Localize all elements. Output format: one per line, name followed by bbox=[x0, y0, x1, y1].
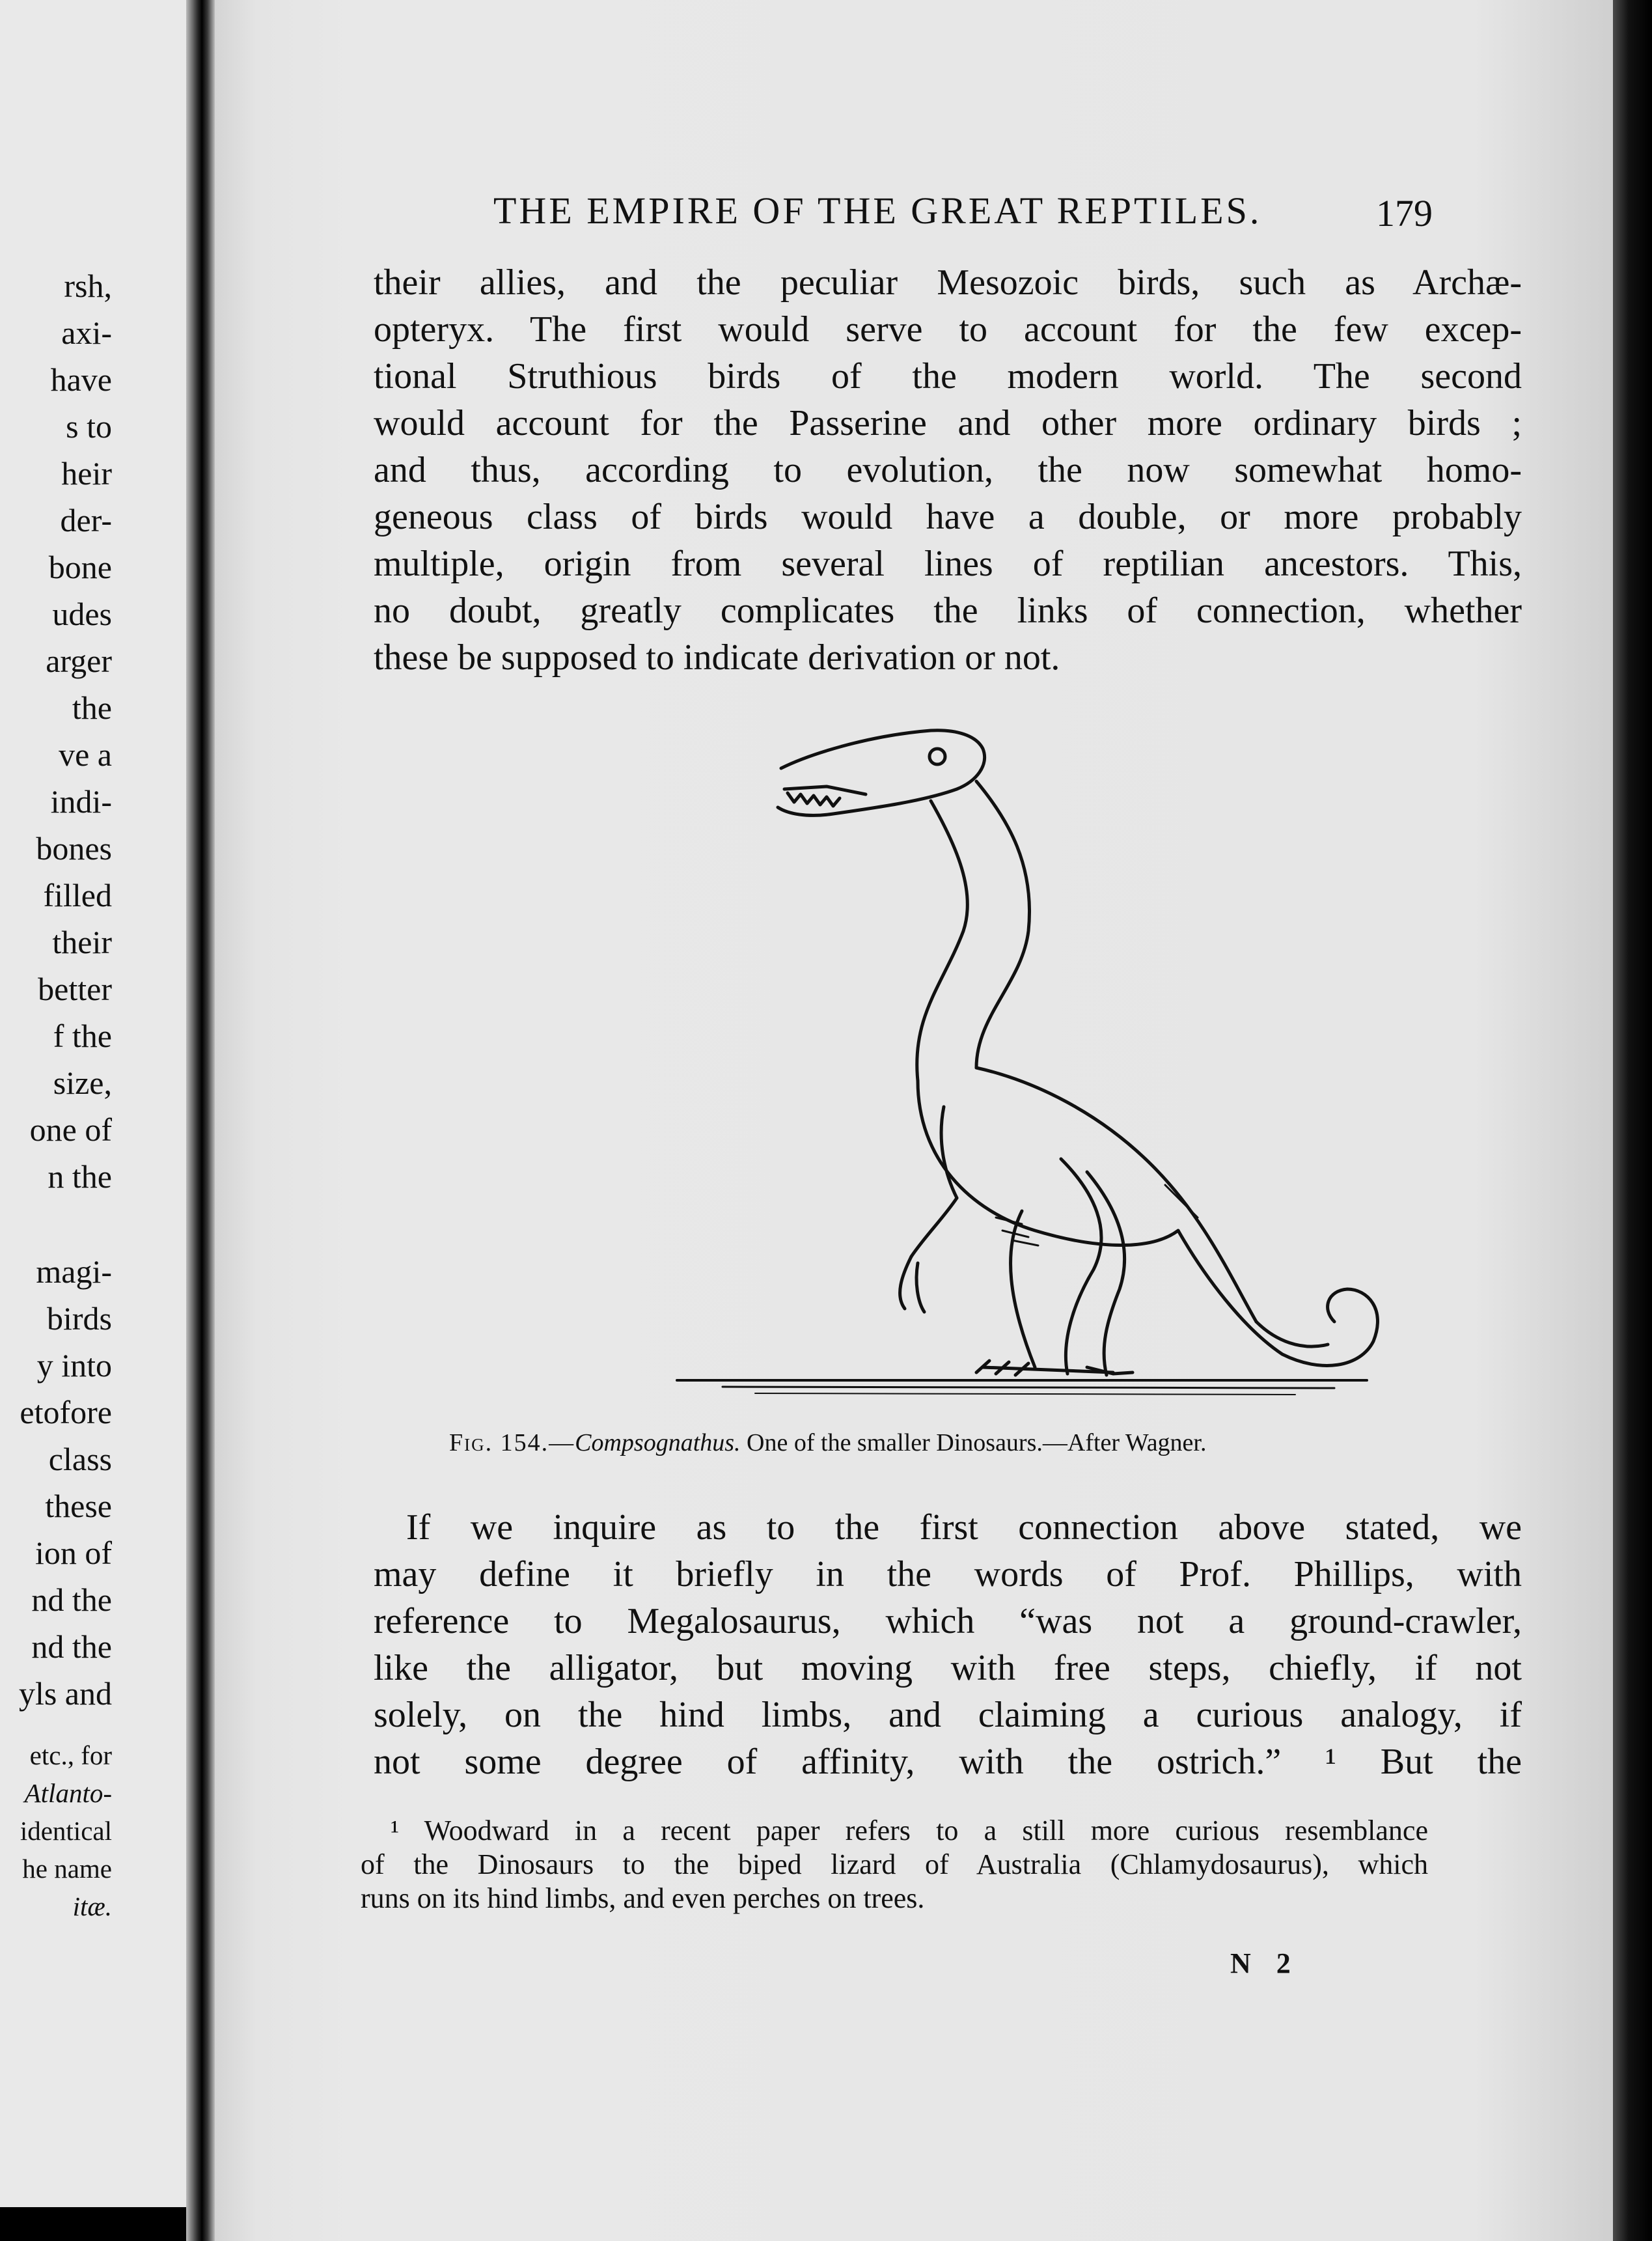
paragraph-line: would account for the Passerine and other more ordinary birds ; bbox=[374, 403, 1522, 443]
signature-mark: N 2 bbox=[1230, 1947, 1300, 1979]
page-edge-shadow bbox=[1613, 0, 1652, 2241]
page-number: 179 bbox=[1376, 192, 1433, 234]
left-page-line: ve a bbox=[59, 736, 112, 773]
left-page-footnote-line: etc., for bbox=[29, 1740, 112, 1770]
footnote-line: ¹ Woodward in a recent paper refers to a still more curious resemblance bbox=[391, 1815, 1428, 1846]
left-page-footnote-line: Atlanto- bbox=[24, 1778, 112, 1808]
footnote-line: runs on its hind limbs, and even perches on trees. bbox=[361, 1882, 925, 1914]
left-page-line: these bbox=[45, 1488, 112, 1524]
left-page-line: etofore bbox=[20, 1394, 112, 1430]
paragraph-line: solely, on the hind limbs, and claiming a curious analogy, if bbox=[374, 1695, 1522, 1735]
left-page-line: size, bbox=[53, 1065, 112, 1101]
left-page-line: class bbox=[48, 1441, 112, 1477]
left-page-line: nd the bbox=[31, 1628, 112, 1665]
left-page-line: yls and bbox=[18, 1675, 112, 1712]
paragraph-line: may define it briefly in the words of Prof. Phillips, with bbox=[374, 1554, 1522, 1594]
left-page-line: axi- bbox=[61, 314, 112, 351]
left-page-line: n the bbox=[48, 1158, 112, 1195]
left-page-line: one of bbox=[29, 1111, 112, 1148]
compsognathus-figure bbox=[527, 716, 1504, 1419]
previous-page-strip bbox=[0, 0, 195, 2207]
footnote-line: of the Dinosaurs to the biped lizard of Australia (Chlamydosaurus), which bbox=[361, 1848, 1428, 1880]
page bbox=[215, 0, 1613, 2241]
left-page-line: bone bbox=[48, 549, 112, 585]
paragraph-line bbox=[374, 264, 1522, 301]
figure-caption bbox=[449, 1428, 1206, 1457]
left-page-line: have bbox=[50, 361, 112, 398]
left-page-line: the bbox=[72, 689, 112, 726]
left-page-line: filled bbox=[43, 877, 112, 913]
left-page-line: f the bbox=[53, 1018, 112, 1054]
running-head: THE EMPIRE OF THE GREAT REPTILES. bbox=[493, 189, 1262, 232]
left-page-line: heir bbox=[61, 455, 112, 492]
paragraph-line: no doubt, greatly complicates the links of connection, whether bbox=[374, 591, 1522, 631]
left-page-line: nd the bbox=[31, 1581, 112, 1618]
paragraph-line: opteryx. The first would serve to account for the few excep- bbox=[374, 309, 1522, 350]
left-page-line: birds bbox=[47, 1300, 112, 1337]
left-page-line: s to bbox=[66, 408, 112, 445]
left-page-line: indi- bbox=[50, 783, 112, 820]
paragraph-line: not some degree of affinity, with the ostrich.” ¹ But the bbox=[374, 1742, 1522, 1782]
left-page-footnote-line: he name bbox=[22, 1854, 112, 1884]
paragraph-line: reference to Megalosaurus, which “was not a ground-crawler, bbox=[374, 1601, 1522, 1641]
paragraph-line: these be supposed to indicate derivation or not. bbox=[374, 637, 1060, 678]
dinosaur-illustration bbox=[527, 716, 1504, 1419]
left-page-line: better bbox=[38, 971, 112, 1007]
left-page-line: y into bbox=[36, 1347, 112, 1384]
left-page-line: ion of bbox=[34, 1535, 112, 1571]
paragraph-line: and thus, according to evolution, the now somewhat homo- bbox=[374, 450, 1522, 490]
paragraph-line-text: their allies, and the peculiar Mesozoic birds, such as Archæ- bbox=[374, 262, 1522, 303]
paragraph-line: tional Struthious birds of the modern world. The second bbox=[374, 356, 1522, 397]
left-page-line: arger bbox=[46, 643, 112, 679]
left-page-line: rsh, bbox=[64, 268, 112, 304]
left-page-footnote-line: itæ. bbox=[72, 1891, 112, 1921]
figure-caption-text: One of the smaller Dinosaurs.—After Wagner. bbox=[740, 1429, 1207, 1456]
figure-number: Fig. 154.— bbox=[449, 1429, 575, 1456]
left-page-line: udes bbox=[52, 596, 112, 632]
left-page-line: magi- bbox=[36, 1253, 112, 1290]
left-page-line: bones bbox=[36, 830, 112, 867]
paragraph-line: multiple, origin from several lines of reptilian ancestors. This, bbox=[374, 544, 1522, 584]
paragraph-line: like the alligator, but moving with free steps, chiefly, if not bbox=[374, 1648, 1522, 1688]
figure-species: Compsognathus. bbox=[575, 1429, 741, 1456]
left-page-line: their bbox=[52, 924, 112, 960]
paragraph-line: geneous class of birds would have a double, or more probably bbox=[374, 497, 1522, 537]
left-page-footnote-line: identical bbox=[20, 1816, 112, 1846]
left-page-line: der- bbox=[60, 502, 112, 538]
book-gutter bbox=[186, 0, 215, 2241]
paragraph-line: If we inquire as to the first connection above stated, we bbox=[406, 1507, 1522, 1548]
